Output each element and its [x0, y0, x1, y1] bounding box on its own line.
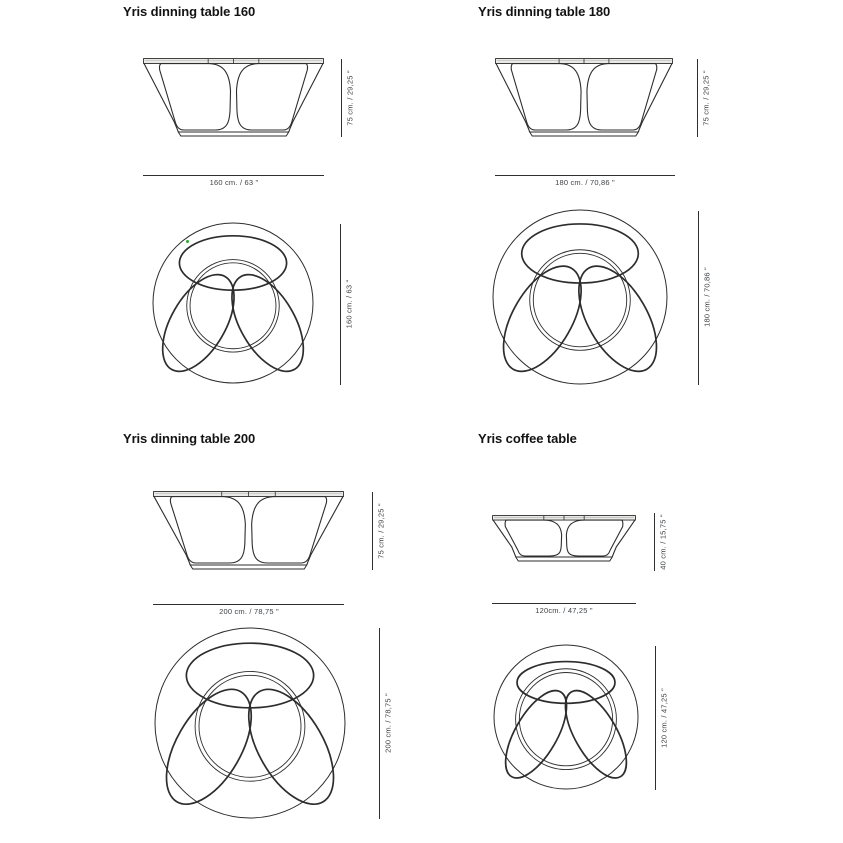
- top-view-drawing: [152, 222, 314, 384]
- width-dimension-label: 160 cm. / 63 ": [209, 178, 259, 187]
- diameter-dimension-label: 160 cm. / 63 ": [344, 279, 354, 329]
- height-dimension-label: 75 cm. / 29,25 ": [376, 503, 386, 559]
- height-dimension-label: 75 cm. / 29,25 ": [345, 70, 355, 126]
- green-speck-artifact: [186, 240, 189, 243]
- diameter-dimension-line: [379, 628, 380, 819]
- diameter-dimension-line: [698, 211, 699, 385]
- height-dimension-label: 40 cm. / 15,75 ": [658, 514, 668, 570]
- diameter-dimension-label: 200 cm. / 78,75 ": [383, 693, 393, 753]
- width-dimension-line: [492, 603, 636, 604]
- width-dimension-label: 180 cm. / 70,86 ": [555, 178, 615, 187]
- diameter-dimension-line: [340, 224, 341, 385]
- width-dimension-line: [495, 175, 675, 176]
- diameter-dimension-label: 180 cm. / 70,86 ": [702, 267, 712, 327]
- width-dimension-line: [143, 175, 324, 176]
- front-elevation-drawing: [153, 491, 344, 571]
- front-elevation-drawing: [495, 58, 673, 138]
- height-dimension-line: [654, 513, 655, 571]
- height-dimension-line: [372, 492, 373, 570]
- page-title: Yris dinning table 160: [123, 4, 256, 19]
- top-view-drawing: [493, 644, 639, 790]
- height-dimension-line: [341, 59, 342, 137]
- top-view-drawing: [492, 209, 668, 385]
- height-dimension-label: 75 cm. / 29,25 ": [701, 70, 711, 126]
- top-view-drawing: [154, 627, 346, 819]
- page-title: Yris dinning table 180: [478, 4, 611, 19]
- front-elevation-drawing: [143, 58, 324, 138]
- page-title: Yris dinning table 200: [123, 431, 256, 446]
- page-title: Yris coffee table: [478, 431, 577, 446]
- width-dimension-label: 120cm. / 47,25 ": [535, 606, 593, 615]
- front-elevation-drawing: [492, 515, 636, 563]
- diameter-dimension-line: [655, 646, 656, 790]
- diameter-dimension-label: 120 cm. / 47,25 ": [659, 688, 669, 748]
- height-dimension-line: [697, 59, 698, 137]
- width-dimension-label: 200 cm. / 78,75 ": [219, 607, 279, 616]
- width-dimension-line: [153, 604, 344, 605]
